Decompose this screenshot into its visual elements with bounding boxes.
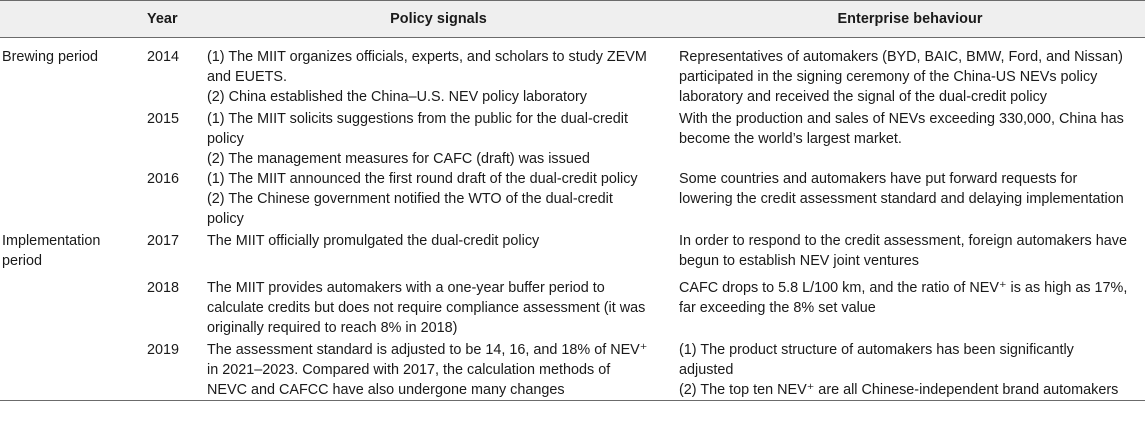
header-period bbox=[0, 1, 140, 38]
behaviour-line: adjusted bbox=[679, 362, 734, 378]
policy-line: (2) The management measures for CAFC (draft) was issued bbox=[207, 151, 590, 167]
policy-line: originally required to reach 8% in 2018) bbox=[207, 320, 458, 336]
table-row bbox=[0, 169, 1145, 229]
behaviour-line: begun to establish NEV joint ventures bbox=[679, 253, 919, 269]
policy-line: NEVC and CAFCC have also undergone many changes bbox=[207, 382, 565, 398]
table-row bbox=[0, 278, 1145, 338]
policy-line: (1) The MIIT solicits suggestions from the public for the dual-credit bbox=[207, 111, 628, 127]
behaviour-cell bbox=[675, 169, 1145, 229]
year-cell: 2014 bbox=[147, 49, 180, 65]
policy-cell bbox=[202, 107, 675, 169]
behaviour-line: become the world’s largest market. bbox=[679, 131, 902, 147]
period-cell-brewing bbox=[0, 38, 140, 108]
year-cell: 2017 bbox=[147, 233, 180, 249]
behaviour-line: lowering the credit assessment standard and delaying implementation bbox=[679, 191, 1124, 207]
policy-line: calculate credits but does not require compliance assessment (it was bbox=[207, 300, 646, 316]
policy-line: and EUETS. bbox=[207, 69, 287, 85]
policy-cell bbox=[202, 229, 675, 278]
behaviour-cell bbox=[675, 338, 1145, 401]
year-cell: 2018 bbox=[147, 280, 180, 296]
behaviour-line: Some countries and automakers have put forward requests for bbox=[679, 171, 1078, 187]
policy-cell bbox=[202, 278, 675, 338]
period-cell-empty bbox=[0, 169, 140, 229]
period-cell-implementation bbox=[0, 229, 140, 278]
policy-line: The assessment standard is adjusted to be 14, 16, and 18% of NEV⁺ bbox=[207, 342, 648, 358]
behaviour-line: CAFC drops to 5.8 L/100 km, and the ratio of NEV⁺ is as high as 17%, bbox=[679, 280, 1128, 296]
table-row bbox=[0, 229, 1145, 278]
header-row bbox=[0, 1, 1145, 38]
policy-line: (2) China established the China–U.S. NEV policy laboratory bbox=[207, 89, 587, 105]
period-cell-empty bbox=[0, 278, 140, 338]
policy-line: in 2021–2023. Compared with 2017, the calculation methods of bbox=[207, 362, 611, 378]
period-cell-empty bbox=[0, 338, 140, 401]
policy-line: (1) The MIIT announced the first round draft of the dual-credit policy bbox=[207, 171, 638, 187]
behaviour-line: (2) The top ten NEV⁺ are all Chinese-independent brand automakers bbox=[679, 382, 1119, 398]
policy-cell bbox=[202, 38, 675, 108]
behaviour-cell bbox=[675, 38, 1145, 108]
policy-line: The MIIT provides automakers with a one-year buffer period to bbox=[207, 280, 605, 296]
behaviour-line: In order to respond to the credit assessment, foreign automakers have bbox=[679, 233, 1127, 249]
behaviour-line: (1) The product structure of automakers has been significantly bbox=[679, 342, 1074, 358]
header-year: Year bbox=[140, 1, 202, 38]
table-row bbox=[0, 107, 1145, 169]
year-cell: 2016 bbox=[147, 171, 180, 187]
behaviour-line: laboratory and received the signal of the dual-credit policy bbox=[679, 89, 1047, 105]
behaviour-cell bbox=[675, 278, 1145, 338]
behaviour-cell bbox=[675, 107, 1145, 169]
policy-line: policy bbox=[207, 131, 244, 147]
period-label: Implementation bbox=[2, 233, 101, 249]
behaviour-line: With the production and sales of NEVs exceeding 330,000, China has bbox=[679, 111, 1124, 127]
year-cell: 2019 bbox=[140, 338, 202, 401]
policy-line: (2) The Chinese government notified the WTO of the dual-credit bbox=[207, 191, 613, 207]
header-policy-signals: Policy signals bbox=[202, 1, 675, 38]
period-label: period bbox=[2, 253, 43, 269]
period-label: Brewing period bbox=[2, 49, 98, 65]
table-row bbox=[0, 38, 1145, 108]
behaviour-line: participated in the signing ceremony of the China-US NEVs policy bbox=[679, 69, 1098, 85]
policy-cell bbox=[202, 169, 675, 229]
behaviour-line: Representatives of automakers (BYD, BAIC, BMW, Ford, and Nissan) bbox=[679, 49, 1123, 65]
policy-cell bbox=[202, 338, 675, 401]
table-row bbox=[0, 338, 1145, 401]
behaviour-line: far exceeding the 8% set value bbox=[679, 300, 876, 316]
table-body bbox=[0, 38, 1145, 401]
period-cell-empty bbox=[0, 107, 140, 169]
header-enterprise-behaviour: Enterprise behaviour bbox=[675, 1, 1145, 38]
policy-line: The MIIT officially promulgated the dual-credit policy bbox=[207, 233, 540, 249]
table-header bbox=[0, 1, 1145, 38]
policy-line: policy bbox=[207, 211, 244, 227]
behaviour-cell bbox=[675, 229, 1145, 278]
policy-line: (1) The MIIT organizes officials, experts, and scholars to study ZEVM bbox=[207, 49, 647, 65]
year-cell: 2015 bbox=[147, 111, 180, 127]
